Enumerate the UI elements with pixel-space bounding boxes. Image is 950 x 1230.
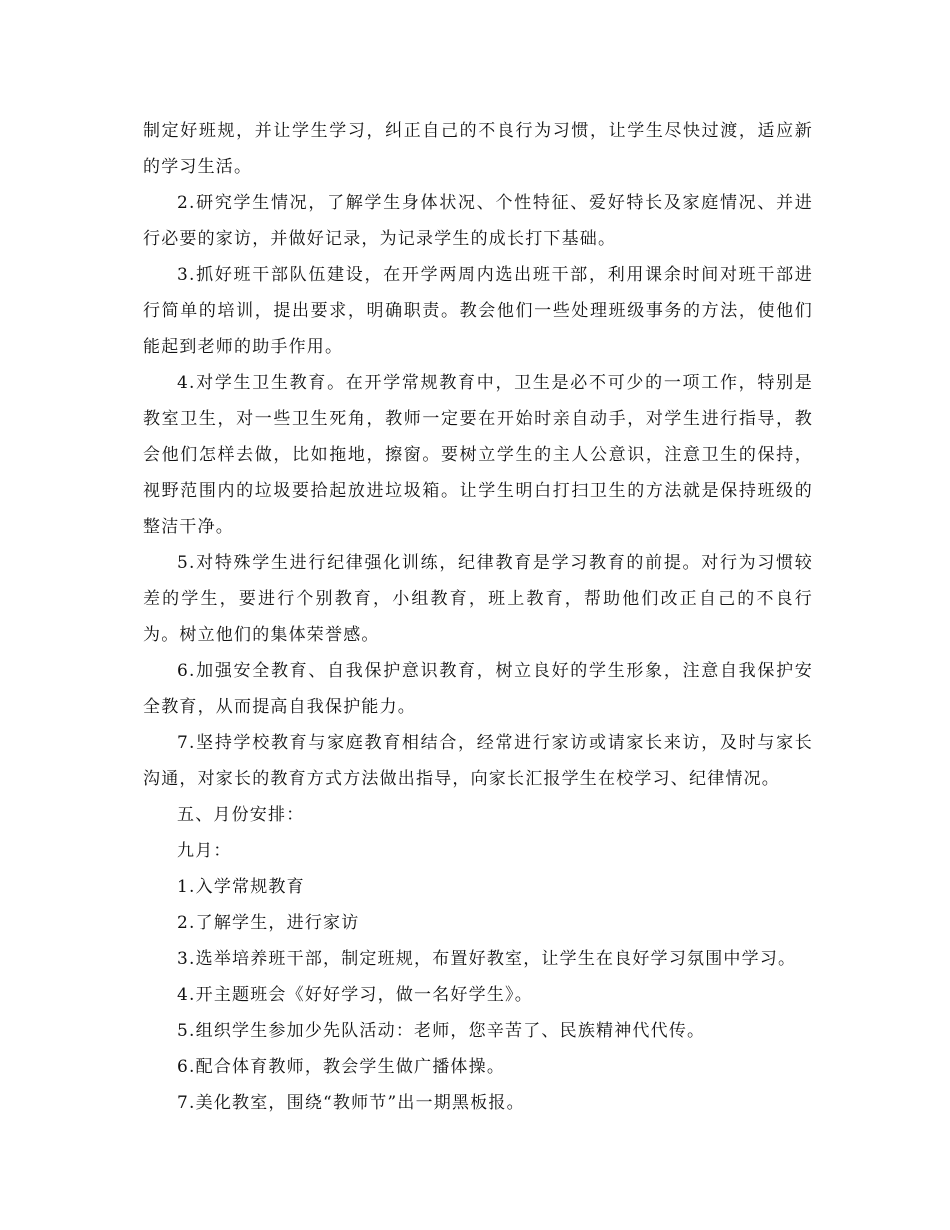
paragraph-item-4-hygiene: 4.对学生卫生教育。在开学常规教育中，卫生是必不可少的一项工作，特别是教室卫生，对一些卫生死角，教师一定要在开始时亲自动手，对学生进行指导，教会他们怎样去做，比如拖地，擦窗。要树立学生的主人公意识，注意卫生的保持，视野范围内的垃圾要拾起放进垃圾箱。让学生明白打扫卫生的方法就是保持班级的整洁干净。 [143,373,813,537]
september-item-5: 5.组织学生参加少先队活动：老师，您辛苦了、民族精神代代传。 [177,1021,706,1041]
september-item-3: 3.选举培养班干部，制定班规，布置好教室，让学生在良好学习氛围中学习。 [177,949,797,969]
september-item-7: 7.美化教室，围绕“教师节”出一期黑板报。 [177,1093,525,1113]
paragraph-item-2-student-situation: 2.研究学生情况，了解学生身体状况、个性特征、爱好特长及家庭情况、并进行必要的家访，并做好记录，为记录学生的成长打下基础。 [143,193,813,249]
document-body [143,113,813,1121]
paragraph-item-3-class-cadres: 3.抓好班干部队伍建设，在开学两周内选出班干部，利用课余时间对班干部进行简单的培训，提出要求，明确职责。教会他们一些处理班级事务的方法，使他们能起到老师的助手作用。 [143,265,813,357]
paragraph-item-7-home-school: 7.坚持学校教育与家庭教育相结合，经常进行家访或请家长来访，及时与家长沟通，对家长的教育方式方法做出指导，向家长汇报学生在校学习、纪律情况。 [143,733,813,789]
paragraph-item-6-safety: 6.加强安全教育、自我保护意识教育，树立良好的学生形象，注意自我保护安全教育，从而提高自我保护能力。 [143,661,813,717]
section-heading-monthly-plan: 五、月份安排： [177,805,305,825]
paragraph-class-rules-continuation: 制定好班规，并让学生学习，纠正自己的不良行为习惯，让学生尽快过渡，适应新的学习生活。 [143,121,813,177]
september-item-4: 4.开主题班会《好好学习，做一名好学生》。 [177,985,533,1005]
september-item-2: 2.了解学生，进行家访 [177,913,360,933]
september-item-6: 6.配合体育教师，教会学生做广播体操。 [177,1057,506,1077]
paragraph-item-5-discipline: 5.对特殊学生进行纪律强化训练，纪律教育是学习教育的前提。对行为习惯较差的学生，要进行个别教育，小组教育，班上教育，帮助他们改正自己的不良行为。树立他们的集体荣誉感。 [143,553,813,645]
september-item-1: 1.入学常规教育 [177,877,305,897]
month-heading-september: 九月： [177,841,232,861]
